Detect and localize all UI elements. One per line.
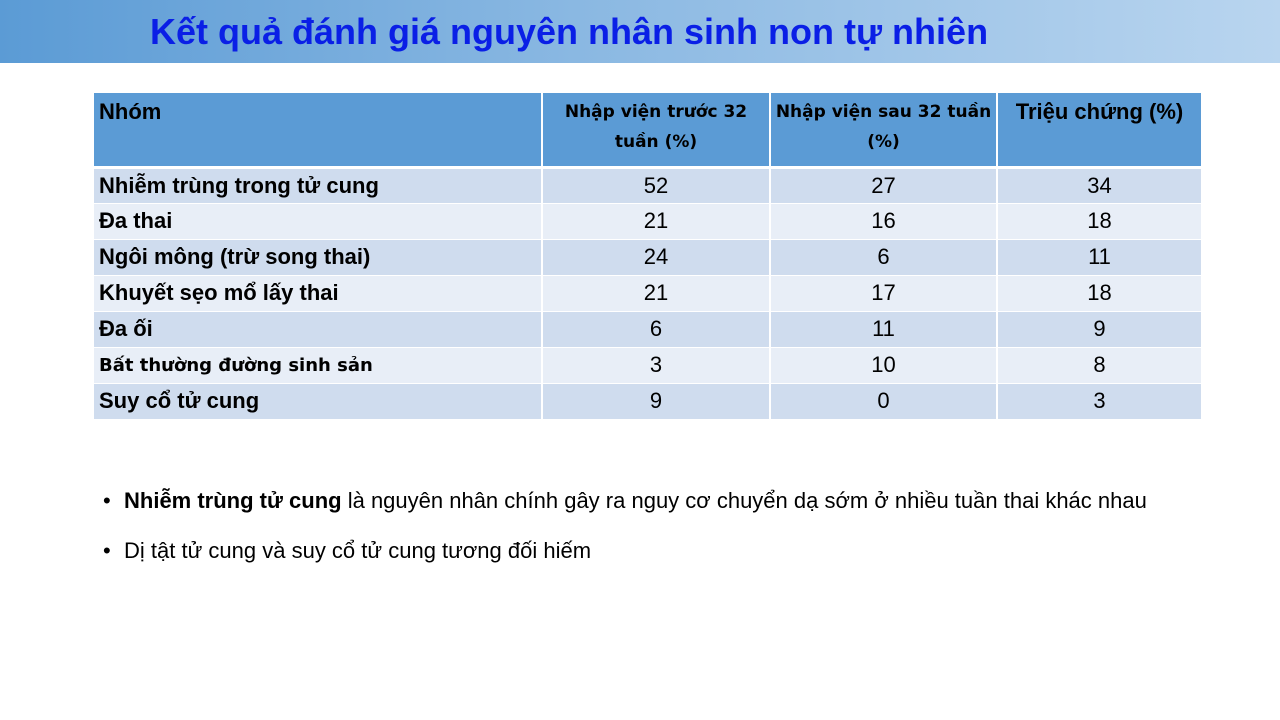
header-before-32: Nhập viện trước 32 tuần (%) [542,93,770,167]
header-symptoms: Triệu chứng (%) [997,93,1201,167]
cell-before-32: 52 [542,167,770,203]
table-row [94,275,1201,311]
cell-group: Khuyết sẹo mổ lấy thai [94,275,542,311]
cell-symptoms: 34 [997,167,1201,203]
cell-group: Đa ối [94,311,542,347]
cell-symptoms: 18 [997,203,1201,239]
cell-symptoms: 3 [997,383,1201,419]
cell-group: Bất thường đường sinh sản [94,347,542,383]
bullet-text: Dị tật tử cung và suy cổ tử cung tương đối hiếm [124,538,592,563]
table-header-row [94,93,1201,167]
header-after-32: Nhập viện sau 32 tuần (%) [770,93,997,167]
cell-after-32: 10 [770,347,997,383]
bullet-item [103,480,1221,522]
table-row [94,239,1201,275]
cell-after-32: 0 [770,383,997,419]
cell-before-32: 3 [542,347,770,383]
table-row [94,203,1201,239]
bullet-list [103,480,1221,572]
cell-before-32: 24 [542,239,770,275]
bullet-bold-text: Nhiễm trùng tử cung [124,488,342,513]
table-row [94,167,1201,203]
bullet-text: là nguyên nhân chính gây ra nguy cơ chuyển dạ sớm ở nhiều tuần thai khác nhau [341,488,1147,513]
cell-before-32: 21 [542,203,770,239]
cell-group: Nhiễm trùng trong tử cung [94,167,542,203]
cell-before-32: 9 [542,383,770,419]
cell-after-32: 16 [770,203,997,239]
bullet-marker: • [103,538,111,563]
cell-symptoms: 11 [997,239,1201,275]
cell-before-32: 21 [542,275,770,311]
cell-group: Đa thai [94,203,542,239]
cell-symptoms: 8 [997,347,1201,383]
cell-after-32: 6 [770,239,997,275]
table-row [94,347,1201,383]
cell-symptoms: 9 [997,311,1201,347]
header-group: Nhóm [94,93,542,167]
slide-title: Kết quả đánh giá nguyên nhân sinh non tự nhiên [150,11,989,52]
table-row [94,383,1201,419]
cell-after-32: 11 [770,311,997,347]
cell-after-32: 27 [770,167,997,203]
cell-before-32: 6 [542,311,770,347]
results-table [94,93,1201,420]
table-row [94,311,1201,347]
bullet-item [103,530,1221,572]
cell-after-32: 17 [770,275,997,311]
cell-group: Suy cổ tử cung [94,383,542,419]
cell-symptoms: 18 [997,275,1201,311]
cell-group: Ngôi mông (trừ song thai) [94,239,542,275]
bullet-marker: • [103,488,111,513]
